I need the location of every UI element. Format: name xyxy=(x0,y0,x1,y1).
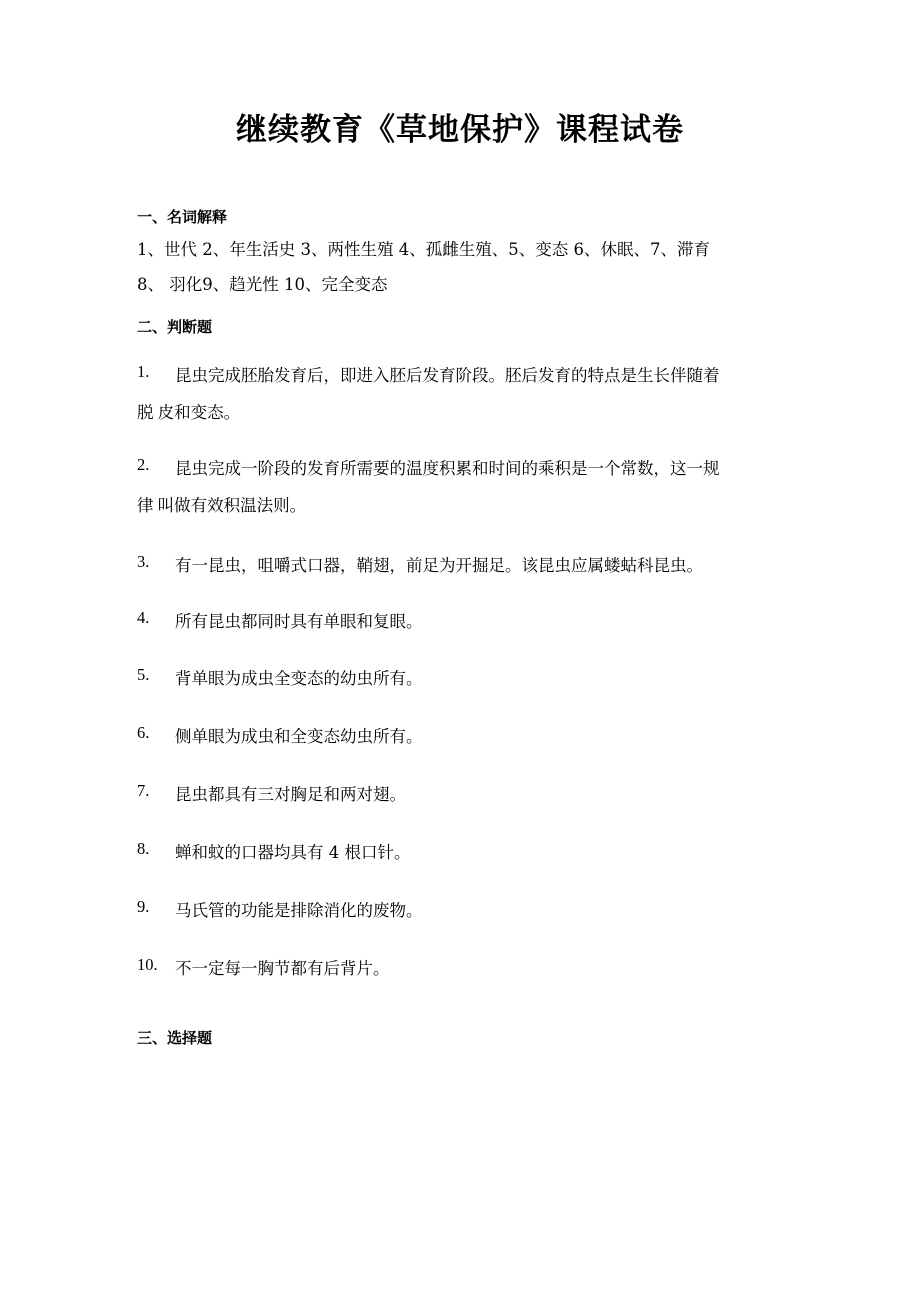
section-heading-multiple-choice: 三、选择题 xyxy=(137,1029,213,1047)
definitions-line-1: 1、世代 2、年生活史 3、两性生殖 4、孤雌生殖、5、变态 6、休眠、7、滞育 xyxy=(137,240,710,259)
question-text: 侧单眼为成虫和全变态幼虫所有。 xyxy=(175,727,423,746)
question-text: 昆虫完成一阶段的发育所需要的温度积累和时间的乘积是一个常数，这一规 xyxy=(175,459,720,478)
question-number: 9. xyxy=(137,897,150,916)
section-heading-definitions: 一、名词解释 xyxy=(137,208,228,226)
question-text: 背单眼为成虫全变态的幼虫所有。 xyxy=(175,669,423,688)
question-text: 有一昆虫，咀嚼式口器，鞘翅，前足为开掘足。该昆虫应属蝼蛄科昆虫。 xyxy=(175,556,703,575)
question-text: 不一定每一胸节都有后背片。 xyxy=(175,959,390,978)
question-number: 4. xyxy=(137,608,150,627)
question-text: 蝉和蚊的口器均具有 4 根口针。 xyxy=(175,843,411,862)
definitions-line-2: 8、 羽化9、趋光性 10、完全变态 xyxy=(137,275,388,294)
question-number: 6. xyxy=(137,723,150,742)
question-number: 5. xyxy=(137,665,150,684)
question-text: 昆虫完成胚胎发育后，即进入胚后发育阶段。胚后发育的特点是生长伴随着 xyxy=(175,366,720,385)
question-number: 7. xyxy=(137,781,150,800)
section-heading-true-false: 二、判断题 xyxy=(137,318,213,336)
question-number: 2. xyxy=(137,455,150,474)
question-text: 马氏管的功能是排除消化的废物。 xyxy=(175,901,423,920)
question-text: 所有昆虫都同时具有单眼和复眼。 xyxy=(175,612,423,631)
question-number: 1. xyxy=(137,362,150,381)
question-text-continued: 脱 皮和变态。 xyxy=(137,403,241,422)
page-title: 继续教育《草地保护》课程试卷 xyxy=(236,112,684,148)
question-number: 3. xyxy=(137,552,150,571)
question-text: 昆虫都具有三对胸足和两对翅。 xyxy=(175,785,406,804)
question-text-continued: 律 叫做有效积温法则。 xyxy=(137,496,307,515)
question-number: 8. xyxy=(137,839,150,858)
question-number: 10. xyxy=(137,955,158,974)
